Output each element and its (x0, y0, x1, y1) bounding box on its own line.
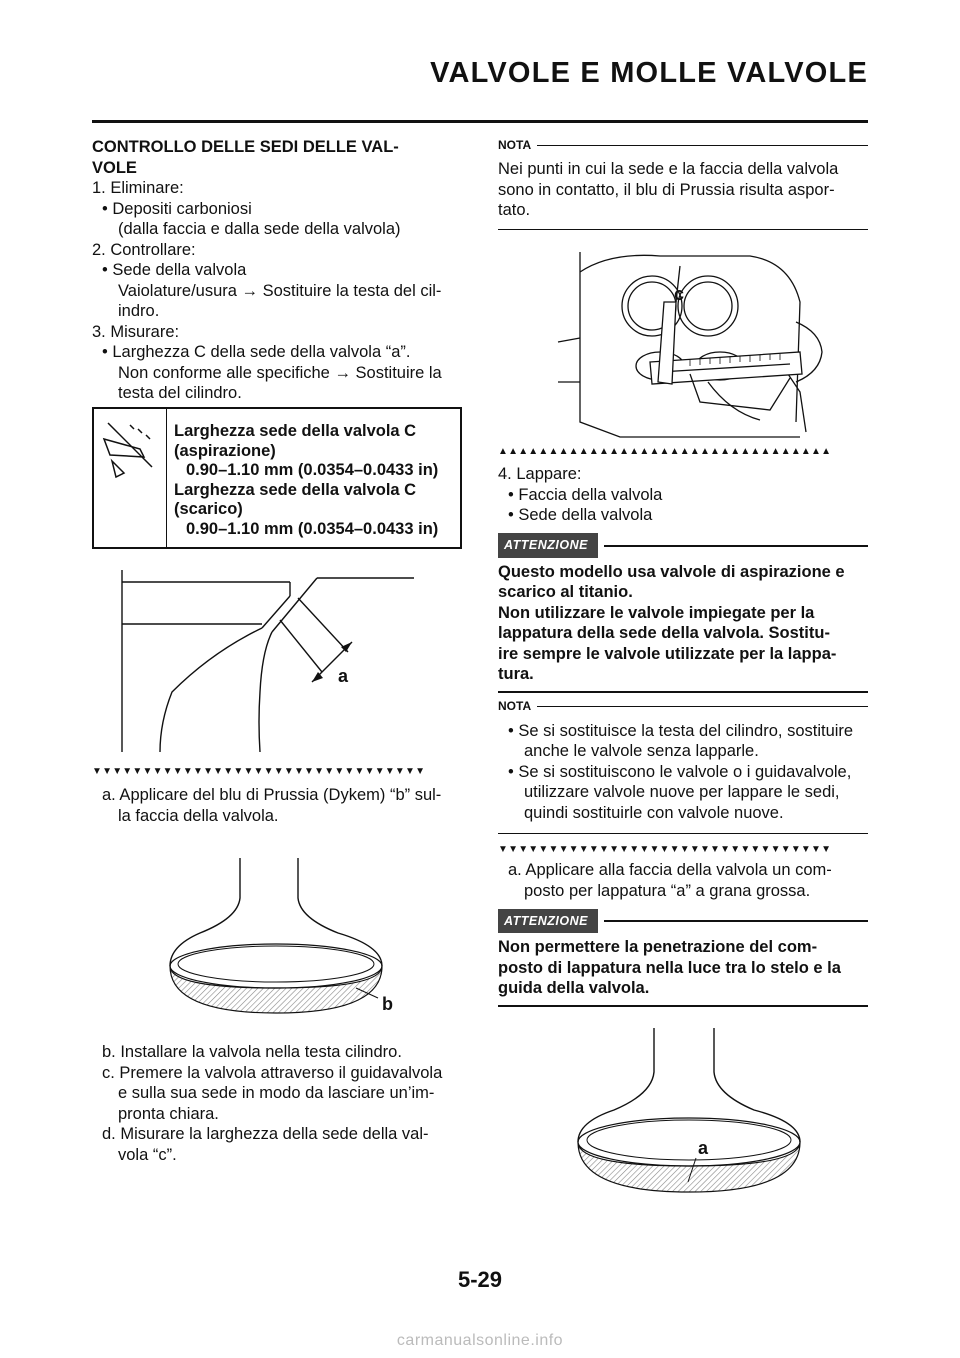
caliper-measure-figure (540, 242, 830, 442)
step-4-bullet-1: • Faccia della valvola (508, 485, 663, 504)
nota-1 (498, 137, 868, 230)
nota-1-rule (498, 229, 868, 230)
caliper-icon (94, 409, 167, 547)
substep-b: b. Installare la valvola nella testa cilindro. (102, 1043, 402, 1061)
step-3: 3. Misurare: (92, 322, 180, 341)
header-rule (92, 120, 868, 123)
attenzione-1-label: ATTENZIONE (498, 533, 598, 558)
step-3-bullet-sub: Non conforme alle specifiche → Sostituire la testa del cilindro. (118, 363, 442, 402)
step-3-bullet: • Larghezza C della sede della valvola “a”. (102, 343, 411, 361)
figure-4-label: a (698, 1138, 709, 1158)
figure-2-label: b (382, 994, 393, 1014)
nota-2-label: NOTA (498, 699, 532, 714)
page-title: VALVOLE E MOLLE VALVOLE (430, 57, 868, 89)
spec-box (92, 407, 462, 549)
up-triangle-divider: ▲▲▲▲▲▲▲▲▲▲▲▲▲▲▲▲▲▲▲▲▲▲▲▲▲▲▲▲▲▲▲▲▲ (498, 446, 832, 457)
right-column-middle (498, 446, 868, 1007)
step-1-bullet: • Depositi carboniosi (102, 199, 252, 218)
valve-lapping-figure (570, 1022, 820, 1200)
attenzione-1-rule (498, 691, 868, 693)
step-4: 4. Lappare: (498, 465, 582, 483)
nota-2-bullet-1: • Se si sostituisce la testa del cilindro, sostituire anche le valvole senza lapparle. (508, 721, 854, 760)
nota-2-rule (498, 833, 868, 834)
down-triangle-divider-right: ▼▼▼▼▼▼▼▼▼▼▼▼▼▼▼▼▼▼▼▼▼▼▼▼▼▼▼▼▼▼▼▼▼ (498, 844, 832, 855)
spec-line-5: (scarico) (174, 500, 243, 518)
nota-1-header (498, 137, 868, 153)
substep-a-right: a. Applicare alla faccia della valvola un com- posto per lappatura “a” a grana grossa. (508, 861, 832, 900)
figure-1-label: a (338, 666, 349, 686)
attenzione-2-text: Non permettere la penetrazione del com- posto di lappatura nella luce tra lo stelo e la guida della valvola. (498, 938, 841, 997)
attenzione-2-label: ATTENZIONE (498, 909, 598, 934)
nota-1-text: Nei punti in cui la sede e la faccia della valvola sono in contatto, il blu di Prussia risulta aspor- tato. (498, 160, 839, 219)
step-1: 1. Eliminare: (92, 179, 184, 197)
attenzione-1-text: Questo modello usa valvole di aspirazione e scarico al titanio. Non utilizzare le valvole impiegate per la lappatura della sede della valvola. Sostitu- ire sempre le valvole utilizzate per la lappa- tura. (498, 562, 845, 683)
attenzione-2-header (498, 911, 868, 931)
attenzione-2-rule (498, 1005, 868, 1007)
nota-2-bullet-2: • Se si sostituiscono le valvole o i guidavalvole, utilizzare valvole nuove per lappare le sedi, quindi sostituirle con valvole nuove. (508, 762, 852, 822)
step-1-bullet-sub: (dalla faccia e dalla sede della valvola) (118, 220, 401, 238)
spec-line-4: Larghezza sede della valvola C (174, 480, 417, 499)
nota-2-header (498, 699, 868, 715)
page-number: 5-29 (457, 1267, 503, 1292)
substep-d: d. Misurare la larghezza della sede della val- vola “c”. (102, 1125, 429, 1164)
step-4-bullet-2: • Sede della valvola (508, 506, 653, 524)
valve-dykem-figure (160, 848, 400, 1023)
valve-seat-width-figure (112, 562, 432, 760)
left-column-bottom (92, 1042, 462, 1165)
spec-line-1: Larghezza sede della valvola C (174, 422, 417, 440)
watermark: carmanualsonline.info (396, 1332, 564, 1349)
spec-line-3: 0.90–1.10 mm (0.0354–0.0433 in) (186, 461, 439, 479)
step-2-bullet-sub: Vaiolature/usura → Sostituire la testa del cil- indro. (118, 281, 442, 320)
step-2-bullet: • Sede della valvola (102, 261, 247, 279)
down-triangle-divider: ▼▼▼▼▼▼▼▼▼▼▼▼▼▼▼▼▼▼▼▼▼▼▼▼▼▼▼▼▼▼▼▼▼ (92, 766, 426, 777)
substep-c: c. Premere la valvola attraverso il guidavalvola e sulla sua sede in modo da lasciare un’im- pronta chiara. (102, 1063, 443, 1123)
figure-3-label: c (674, 284, 685, 304)
substep-a: a. Applicare del blu di Prussia (Dykem) “b” sul- la faccia della valvola. (102, 786, 442, 825)
nota-1-label: NOTA (498, 137, 532, 152)
section-heading: CONTROLLO DELLE SEDI DELLE VAL- VOLE (92, 138, 399, 177)
spec-line-6: 0.90–1.10 mm (0.0354–0.0433 in) (186, 519, 439, 538)
left-column-top (92, 137, 462, 404)
step-2: 2. Controllare: (92, 240, 196, 259)
spec-text (174, 422, 438, 539)
spec-line-2: (aspirazione) (174, 441, 276, 460)
attenzione-1-header (498, 536, 868, 556)
